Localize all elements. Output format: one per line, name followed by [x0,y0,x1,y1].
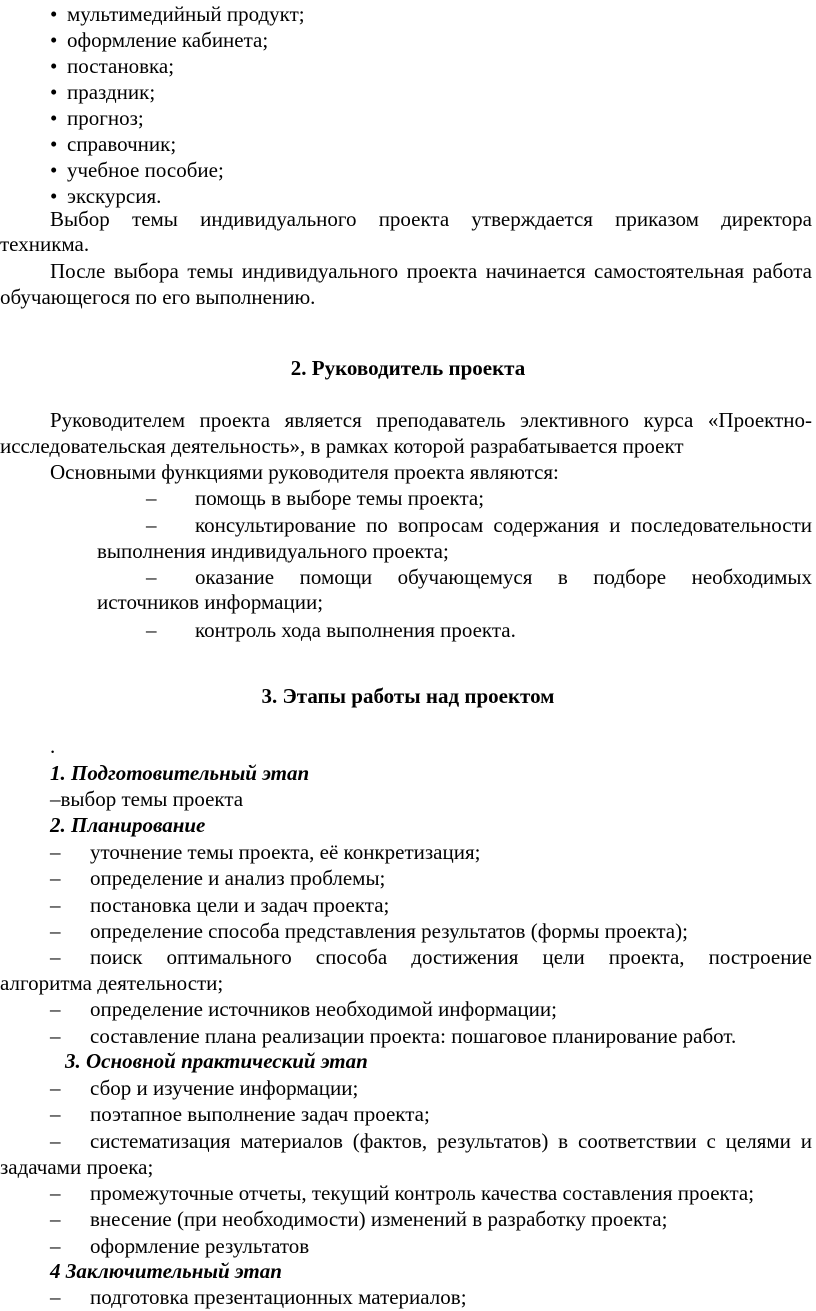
list-item-text: постановка цели и задач проекта; [90,893,390,917]
list-item-text: поэтапное выполнение задач проекта; [90,1102,430,1126]
dash-icon: – [50,1285,61,1309]
list-item-text: определение способа представления результатов (формы проекта); [90,919,688,943]
dash-icon: – [146,486,157,510]
list-item-text: алгоритма деятельности; [0,971,224,995]
dash-item [50,1233,61,1259]
dash-icon: – [50,1076,61,1100]
list-item-text: систематизация материалов (фактов, результатов) в соответствии с целями и [90,1129,812,1153]
list-item: • справочник; [50,132,177,156]
dash-item [50,1023,61,1049]
dash-icon: – [50,997,61,1021]
list-item: • постановка; [50,54,175,78]
stage-title: 4 Заключительный этап [50,1259,282,1283]
list-item: • прогноз; [50,106,144,130]
stray-dot: . [50,734,56,758]
list-item: • экскурсия. [50,184,162,208]
list-item-text: выполнения индивидуального проекта; [97,539,449,563]
paragraph-line: техникма. [0,232,90,256]
dash-item [50,1206,61,1232]
dash-icon: – [50,1181,61,1205]
section-heading: 3. Этапы работы над проектом [261,684,555,708]
list-item-text: сбор и изучение информации; [90,1076,359,1100]
paragraph-line: исследовательская деятельность», в рамках которой разрабатывается проект [0,434,684,458]
list-item-text: промежуточные отчеты, текущий контроль качества составления проекта; [90,1181,755,1205]
dash-item [146,512,157,538]
bullet-icon: • [50,184,58,208]
list-item-text: составление плана реализации проекта: пошаговое планирование работ. [90,1024,737,1048]
list-item-text: контроль хода выполнения проекта. [195,618,516,642]
dash-icon: – [50,893,61,917]
dash-item [50,1075,61,1101]
dash-item [50,996,61,1022]
paragraph-line: Руководителем проекта является преподаватель элективного курса «Проектно- [50,408,812,432]
dash-item [50,865,61,891]
list-item-text: определение и анализ проблемы; [90,866,386,890]
dash-icon: – [50,840,61,864]
dash-icon: – [50,787,61,811]
bullet-icon: • [50,106,58,130]
list-item: • мультимедийный продукт; [50,2,305,26]
dash-item [50,1284,61,1310]
stage-title: 3. Основной практический этап [65,1049,368,1073]
stage-title: 1. Подготовительный этап [50,761,310,785]
dash-item [146,564,157,590]
dash-icon: – [50,945,61,969]
dash-item [50,839,61,865]
dash-icon: – [146,513,157,537]
dash-item [146,485,157,511]
list-item: • оформление кабинета; [50,28,269,52]
dash-item [50,1101,61,1127]
dash-icon: – [50,1234,61,1258]
list-item-text: внесение (при необходимости) изменений в разработку проекта; [90,1207,668,1231]
dash-icon: – [50,1102,61,1126]
paragraph-line: После выбора темы индивидуального проекта начинается самостоятельная работа [50,259,812,283]
paragraph-line: обучающегося по его выполнению. [0,285,316,309]
list-item: • праздник; [50,80,156,104]
stage-title: 2. Планирование [50,813,206,837]
dash-icon: – [50,866,61,890]
bullet-icon: • [50,28,58,52]
dash-item [146,617,157,643]
list-item-text: подготовка презентационных материалов; [90,1285,467,1309]
bullet-icon: • [50,2,58,26]
bullet-icon: • [50,158,58,182]
dash-icon: – [50,919,61,943]
bullet-icon: • [50,132,58,156]
list-item-text: определение источников необходимой информации; [90,997,557,1021]
dash-item: –выбор темы проекта [50,787,244,811]
list-item: • учебное пособие; [50,158,224,182]
dash-item [50,918,61,944]
list-item-text: оформление результатов [90,1234,310,1258]
dash-icon: – [146,565,157,589]
list-item-text: помощь в выборе темы проекта; [195,486,485,510]
dash-icon: – [50,1207,61,1231]
list-item-text: поиск оптимального способа достижения цели проекта, построение [90,945,812,969]
section-heading: 2. Руководитель проекта [290,356,526,380]
dash-icon: – [50,1024,61,1048]
dash-item [50,944,61,970]
paragraph-line: Основными функциями руководителя проекта являются: [50,460,559,484]
paragraph-line: Выбор темы индивидуального проекта утверждается приказом директора [50,207,812,231]
dash-item [50,1128,61,1154]
bullet-icon: • [50,80,58,104]
bullet-icon: • [50,54,58,78]
dash-item [50,1180,61,1206]
list-item-text: консультирование по вопросам содержания и последовательности [195,513,812,537]
dash-icon: – [146,618,157,642]
list-item-text: задачами проека; [0,1155,154,1179]
list-item-text: уточнение темы проекта, её конкретизация; [90,840,481,864]
dash-icon: – [50,1129,61,1153]
dash-item [50,892,61,918]
list-item-text: оказание помощи обучающемуся в подборе необходимых [195,565,812,589]
list-item-text: источников информации; [97,590,324,614]
